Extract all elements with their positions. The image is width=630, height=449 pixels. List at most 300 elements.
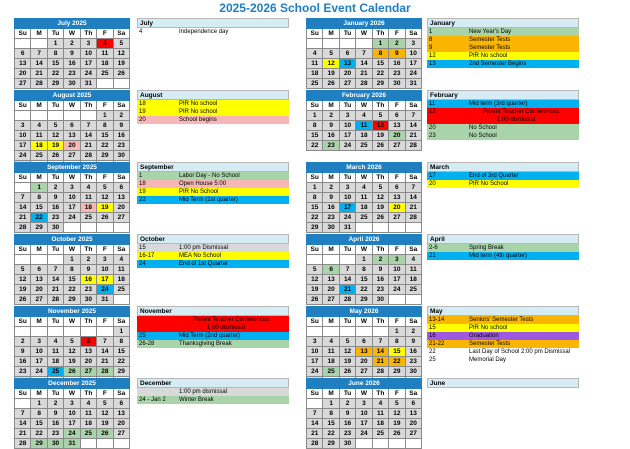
empty-day-cell — [339, 255, 355, 265]
month-header: August 2025 — [15, 91, 130, 101]
day-cell: 25 — [356, 213, 372, 223]
month-header: July 2025 — [15, 19, 130, 29]
empty-day-cell — [372, 223, 388, 233]
day-cell: 13 — [113, 409, 129, 419]
weekday-label: W — [64, 29, 80, 39]
day-cell: 19 — [97, 203, 113, 213]
day-cell: 6 — [339, 49, 355, 59]
event-text: MEA No School — [179, 253, 222, 259]
day-cell: 19 — [372, 203, 388, 213]
events-month-header: February — [427, 90, 579, 100]
day-cell: 14 — [405, 193, 421, 203]
day-cell: 28 — [15, 223, 31, 233]
event-row — [137, 332, 289, 340]
day-cell: 2 — [339, 399, 355, 409]
weekday-label: F — [97, 317, 113, 327]
empty-day-cell — [307, 39, 323, 49]
day-cell: 6 — [389, 183, 405, 193]
day-cell: 7 — [15, 409, 31, 419]
event-row — [427, 244, 579, 252]
event-date: 15 — [139, 245, 146, 251]
day-cell: 20 — [356, 357, 372, 367]
day-cell: 9 — [323, 121, 339, 131]
day-cell: 26 — [64, 367, 80, 377]
event-text: Memorial Day — [469, 357, 507, 363]
day-cell: 19 — [97, 419, 113, 429]
day-cell: 4 — [405, 255, 421, 265]
day-cell: 30 — [339, 439, 355, 449]
day-cell: 15 — [356, 275, 372, 285]
day-cell: 19 — [47, 141, 63, 151]
event-text: Spring Break — [469, 245, 504, 251]
weekday-label: W — [356, 29, 372, 39]
day-cell: 12 — [389, 409, 405, 419]
event-date: 24 — [139, 261, 146, 267]
day-cell: 28 — [80, 151, 96, 161]
day-cell: 22 — [307, 141, 323, 151]
event-row — [427, 100, 579, 108]
day-cell: 1 — [389, 327, 405, 337]
day-cell: 31 — [97, 295, 113, 305]
day-cell: 11 — [356, 193, 372, 203]
day-cell: 13 — [64, 131, 80, 141]
event-row — [427, 132, 579, 140]
events-month-header: August — [137, 90, 289, 100]
event-text: 2nd Semester Begins — [469, 61, 527, 67]
weekday-label: W — [356, 389, 372, 399]
month-header: June 2026 — [307, 379, 422, 389]
empty-day-cell — [15, 183, 31, 193]
day-cell: 21 — [405, 131, 421, 141]
day-cell: 5 — [15, 265, 31, 275]
day-cell: 7 — [47, 265, 63, 275]
event-date: 25 — [429, 357, 436, 363]
day-cell: 17 — [64, 419, 80, 429]
event-date: 22 — [139, 197, 146, 203]
day-cell: 10 — [389, 265, 405, 275]
event-row — [137, 172, 289, 180]
day-cell: 21 — [31, 69, 47, 79]
month-calendar-nov — [14, 306, 130, 387]
day-cell: 6 — [80, 337, 96, 347]
day-cell: 3 — [356, 399, 372, 409]
day-cell: 18 — [372, 419, 388, 429]
day-cell: 16 — [113, 131, 129, 141]
event-date: 4 — [139, 29, 143, 35]
day-cell: 15 — [307, 131, 323, 141]
weekday-label: Sa — [113, 389, 129, 399]
weekday-label: Su — [15, 29, 31, 39]
weekday-label: Th — [372, 389, 388, 399]
weekday-label: Su — [307, 173, 323, 183]
empty-day-cell — [372, 327, 388, 337]
day-cell: 12 — [113, 49, 129, 59]
event-row — [427, 348, 579, 356]
events-month-header: July — [137, 18, 289, 28]
event-text: No School — [469, 133, 497, 139]
day-cell: 24 — [405, 69, 421, 79]
day-cell: 18 — [307, 69, 323, 79]
day-cell: 29 — [113, 367, 129, 377]
weekday-label: F — [389, 29, 405, 39]
day-cell: 4 — [356, 183, 372, 193]
day-cell: 20 — [339, 69, 355, 79]
day-cell: 27 — [64, 151, 80, 161]
weekday-label: Sa — [113, 317, 129, 327]
day-cell: 14 — [405, 121, 421, 131]
day-cell: 12 — [47, 131, 63, 141]
day-cell: 15 — [307, 203, 323, 213]
day-cell: 27 — [15, 79, 31, 89]
day-cell: 8 — [113, 337, 129, 347]
day-cell: 1 — [47, 39, 63, 49]
day-cell: 29 — [97, 151, 113, 161]
event-date: 25 — [139, 333, 146, 339]
event-row — [137, 396, 289, 404]
event-text: Parent Teacher Conferences — [483, 109, 560, 115]
empty-day-cell — [64, 327, 80, 337]
empty-day-cell — [113, 79, 129, 89]
day-cell: 21 — [15, 213, 31, 223]
day-cell: 17 — [307, 357, 323, 367]
day-cell: 17 — [31, 357, 47, 367]
weekday-label: Su — [307, 29, 323, 39]
empty-day-cell — [47, 111, 63, 121]
empty-day-cell — [389, 439, 405, 449]
day-cell: 20 — [113, 419, 129, 429]
day-cell: 18 — [356, 203, 372, 213]
day-cell: 19 — [113, 59, 129, 69]
day-cell: 11 — [113, 265, 129, 275]
empty-day-cell — [97, 327, 113, 337]
month-calendar-apr — [306, 234, 422, 305]
event-date: 11 — [429, 101, 436, 107]
day-cell: 24 — [97, 285, 113, 295]
day-cell: 21 — [47, 285, 63, 295]
weekday-label: Sa — [113, 101, 129, 111]
day-cell: 2 — [64, 39, 80, 49]
day-cell: 31 — [64, 439, 80, 449]
day-cell: 14 — [31, 59, 47, 69]
day-cell: 7 — [339, 265, 355, 275]
day-cell: 16 — [80, 275, 96, 285]
day-cell: 4 — [307, 49, 323, 59]
event-row — [427, 252, 579, 260]
empty-day-cell — [31, 327, 47, 337]
day-cell: 24 — [389, 285, 405, 295]
weekday-label: Su — [307, 389, 323, 399]
day-cell: 10 — [64, 193, 80, 203]
weekday-label: F — [97, 101, 113, 111]
day-cell: 11 — [356, 121, 372, 131]
weekday-label: Tu — [339, 29, 355, 39]
weekday-label: W — [356, 245, 372, 255]
event-row — [137, 388, 289, 396]
day-cell: 8 — [31, 409, 47, 419]
event-text: School begins — [179, 117, 217, 123]
weekday-label: M — [31, 173, 47, 183]
day-cell: 10 — [64, 409, 80, 419]
day-cell: 27 — [113, 429, 129, 439]
event-text: Winter Break — [179, 397, 214, 403]
day-cell: 13 — [113, 193, 129, 203]
weekday-label: Th — [80, 101, 96, 111]
day-cell: 5 — [323, 49, 339, 59]
event-text: 1:00 pm dismissal — [179, 389, 228, 395]
day-cell: 18 — [80, 419, 96, 429]
day-cell: 30 — [389, 79, 405, 89]
day-cell: 20 — [64, 141, 80, 151]
event-row — [427, 332, 579, 340]
weekday-label: Sa — [405, 173, 421, 183]
day-cell: 30 — [405, 367, 421, 377]
empty-day-cell — [113, 439, 129, 449]
month-calendar-sep — [14, 162, 130, 233]
event-date: 23 — [429, 133, 436, 139]
day-cell: 27 — [405, 429, 421, 439]
day-cell: 25 — [113, 285, 129, 295]
day-cell: 8 — [31, 193, 47, 203]
event-text: Seniors' Semester Tests — [469, 317, 534, 323]
day-cell: 4 — [47, 337, 63, 347]
day-cell: 10 — [339, 121, 355, 131]
event-row — [427, 324, 579, 332]
day-cell: 4 — [323, 337, 339, 347]
day-cell: 30 — [323, 223, 339, 233]
day-cell: 30 — [47, 223, 63, 233]
day-cell: 19 — [15, 285, 31, 295]
empty-day-cell — [97, 223, 113, 233]
day-cell: 12 — [97, 193, 113, 203]
day-cell: 5 — [339, 337, 355, 347]
day-cell: 13 — [356, 347, 372, 357]
day-cell: 28 — [307, 439, 323, 449]
empty-day-cell — [97, 79, 113, 89]
day-cell: 9 — [47, 409, 63, 419]
weekday-label: Tu — [47, 245, 63, 255]
day-cell: 2 — [47, 183, 63, 193]
day-cell: 22 — [64, 285, 80, 295]
weekday-label: Su — [15, 317, 31, 327]
empty-day-cell — [15, 327, 31, 337]
event-text: 1:00 dismissal — [497, 117, 536, 123]
weekday-label: F — [389, 389, 405, 399]
day-cell: 10 — [405, 49, 421, 59]
empty-day-cell — [389, 295, 405, 305]
events-jul — [137, 18, 289, 36]
weekday-label: M — [31, 317, 47, 327]
events-aug — [137, 90, 289, 124]
event-text: Independence day — [179, 29, 229, 35]
event-text: PIR No school — [469, 53, 508, 59]
day-cell: 8 — [47, 49, 63, 59]
day-cell: 23 — [113, 141, 129, 151]
day-cell: 3 — [31, 337, 47, 347]
weekday-label: F — [389, 317, 405, 327]
event-row — [427, 36, 579, 44]
event-text: Mid Term (2nd quarter) — [179, 333, 240, 339]
day-cell: 16 — [323, 131, 339, 141]
day-cell: 30 — [80, 295, 96, 305]
day-cell: 12 — [372, 121, 388, 131]
month-calendar-feb — [306, 90, 422, 151]
day-cell: 16 — [47, 419, 63, 429]
day-cell: 21 — [80, 141, 96, 151]
empty-day-cell — [323, 327, 339, 337]
day-cell: 9 — [47, 193, 63, 203]
day-cell: 11 — [31, 131, 47, 141]
month-header: December 2025 — [15, 379, 130, 389]
event-text: No School — [469, 125, 497, 131]
empty-day-cell — [31, 255, 47, 265]
day-cell: 19 — [339, 357, 355, 367]
day-cell: 12 — [372, 193, 388, 203]
day-cell: 30 — [47, 439, 63, 449]
day-cell: 30 — [64, 79, 80, 89]
day-cell: 22 — [113, 357, 129, 367]
empty-day-cell — [339, 39, 355, 49]
weekday-label: Th — [372, 245, 388, 255]
day-cell: 14 — [47, 275, 63, 285]
day-cell: 23 — [372, 285, 388, 295]
day-cell: 3 — [15, 121, 31, 131]
month-calendar-jul — [14, 18, 130, 89]
day-cell: 16 — [47, 203, 63, 213]
day-cell: 10 — [97, 265, 113, 275]
empty-day-cell — [15, 111, 31, 121]
day-cell: 23 — [389, 69, 405, 79]
day-cell: 8 — [372, 49, 388, 59]
weekday-label: M — [323, 101, 339, 111]
day-cell: 4 — [113, 255, 129, 265]
day-cell: 31 — [339, 223, 355, 233]
events-nov — [137, 306, 289, 348]
weekday-label: Su — [307, 101, 323, 111]
weekday-label: Th — [372, 317, 388, 327]
event-text: Semester Tests — [469, 341, 511, 347]
empty-day-cell — [307, 399, 323, 409]
empty-day-cell — [356, 327, 372, 337]
day-cell: 6 — [113, 399, 129, 409]
event-row — [137, 116, 289, 124]
empty-day-cell — [113, 223, 129, 233]
day-cell: 2 — [389, 39, 405, 49]
day-cell: 23 — [405, 357, 421, 367]
empty-day-cell — [15, 255, 31, 265]
day-cell: 10 — [15, 131, 31, 141]
day-cell: 18 — [405, 275, 421, 285]
event-row — [137, 244, 289, 252]
events-jan — [427, 18, 579, 68]
day-cell: 6 — [15, 49, 31, 59]
day-cell: 5 — [64, 337, 80, 347]
day-cell: 11 — [307, 59, 323, 69]
day-cell: 16 — [15, 357, 31, 367]
event-row — [137, 324, 289, 332]
day-cell: 26 — [113, 69, 129, 79]
day-cell: 4 — [356, 111, 372, 121]
day-cell: 3 — [405, 39, 421, 49]
empty-day-cell — [80, 223, 96, 233]
day-cell: 24 — [339, 141, 355, 151]
day-cell: 3 — [97, 255, 113, 265]
day-cell: 7 — [356, 49, 372, 59]
day-cell: 1 — [356, 255, 372, 265]
day-cell: 29 — [356, 295, 372, 305]
day-cell: 19 — [372, 131, 388, 141]
weekday-label: F — [97, 389, 113, 399]
event-row — [427, 180, 579, 188]
day-cell: 7 — [80, 121, 96, 131]
day-cell: 7 — [97, 337, 113, 347]
month-header: October 2025 — [15, 235, 130, 245]
weekday-label: Sa — [113, 29, 129, 39]
day-cell: 1 — [31, 183, 47, 193]
day-cell: 20 — [389, 203, 405, 213]
day-cell: 11 — [372, 409, 388, 419]
day-cell: 4 — [97, 39, 113, 49]
day-cell: 6 — [405, 399, 421, 409]
day-cell: 23 — [80, 285, 96, 295]
event-text: 1:00 dismissal — [207, 325, 246, 331]
day-cell: 20 — [113, 203, 129, 213]
weekday-label: Tu — [339, 317, 355, 327]
day-cell: 26 — [97, 429, 113, 439]
weekday-label: Th — [80, 245, 96, 255]
day-cell: 6 — [389, 111, 405, 121]
day-cell: 3 — [389, 255, 405, 265]
day-cell: 29 — [307, 223, 323, 233]
day-cell: 18 — [113, 275, 129, 285]
weekday-label: Tu — [339, 389, 355, 399]
day-cell: 17 — [339, 203, 355, 213]
day-cell: 17 — [97, 275, 113, 285]
day-cell: 26 — [323, 79, 339, 89]
event-row — [137, 100, 289, 108]
event-text: PIR No school — [469, 325, 508, 331]
day-cell: 16 — [339, 419, 355, 429]
day-cell: 15 — [47, 59, 63, 69]
weekday-label: Tu — [339, 245, 355, 255]
events-oct — [137, 234, 289, 268]
weekday-label: Tu — [339, 101, 355, 111]
day-cell: 27 — [113, 213, 129, 223]
day-cell: 25 — [323, 367, 339, 377]
event-row — [137, 316, 289, 324]
day-cell: 23 — [64, 69, 80, 79]
event-text: Semester Tests — [469, 37, 511, 43]
day-cell: 28 — [31, 79, 47, 89]
day-cell: 29 — [47, 79, 63, 89]
empty-day-cell — [64, 223, 80, 233]
weekday-label: F — [97, 245, 113, 255]
day-cell: 8 — [356, 265, 372, 275]
empty-day-cell — [323, 39, 339, 49]
day-cell: 17 — [80, 59, 96, 69]
event-text: Thanksgiving Break — [179, 341, 232, 347]
day-cell: 24 — [64, 429, 80, 439]
day-cell: 6 — [356, 337, 372, 347]
day-cell: 15 — [64, 275, 80, 285]
day-cell: 17 — [15, 141, 31, 151]
month-calendar-dec — [14, 378, 130, 449]
event-row — [137, 28, 289, 36]
event-date: 26-28 — [139, 341, 155, 347]
day-cell: 2 — [372, 255, 388, 265]
day-cell: 10 — [80, 49, 96, 59]
events-apr — [427, 234, 579, 260]
day-cell: 13 — [389, 193, 405, 203]
